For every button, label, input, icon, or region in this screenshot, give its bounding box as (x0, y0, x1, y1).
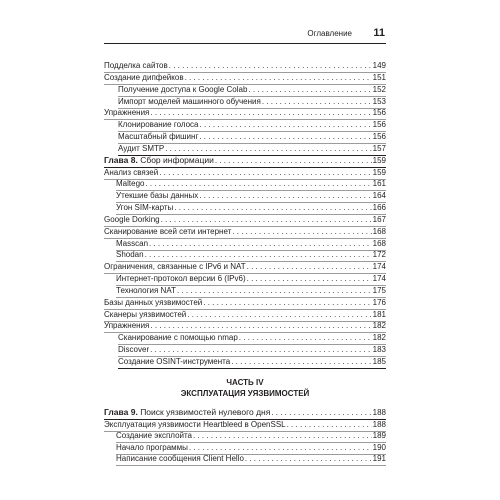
entry-title: Получение доступа к Google Colab (118, 84, 248, 94)
entry-title: Создание эксплойта (116, 431, 193, 441)
entry-page: 159 (372, 155, 386, 165)
entry-page: 153 (372, 96, 386, 106)
entry-title: Сканирование всей сети интернет (104, 226, 232, 236)
part-title: ЭКСПЛУАТАЦИЯ УЯЗВИМОСТЕЙ (180, 389, 310, 398)
entry-page: 176 (372, 297, 386, 307)
entry-page: 149 (372, 61, 386, 70)
entry-title: Угон SIM-карты (116, 203, 174, 213)
entry-title: Аудит SMTP (118, 143, 165, 153)
entry-title: Masscan (116, 238, 149, 248)
entry-page: 156 (372, 108, 386, 118)
dot-leader (231, 354, 371, 369)
entry-page: 166 (372, 203, 386, 213)
entry-title: Импорт моделей машинного обучения (118, 96, 261, 106)
entry-page: 167 (372, 214, 386, 224)
entry-title: Создание дипфейков (104, 72, 184, 82)
chapter-number: Глава 9. (104, 407, 138, 417)
entry-title: Ограничения, связанные с IPv6 и NAT (104, 262, 246, 272)
entry-title: Сканирование с помощью nmap (118, 333, 238, 343)
entry-page: 174 (372, 274, 386, 284)
entry-page: 159 (372, 167, 386, 177)
table-of-contents (104, 0, 386, 500)
entry-page: 157 (372, 143, 386, 153)
entry-title: Базы данных уязвимостей (104, 297, 203, 307)
running-title: Оглавление (307, 29, 352, 38)
entry-page: 191 (372, 454, 386, 464)
entry-title: Написание сообщения Client Hello (116, 454, 244, 464)
toc-entry[interactable] (104, 451, 386, 466)
entry-title: Технология NAT (116, 285, 176, 295)
entry-page: 182 (372, 333, 386, 343)
entry-title: Начало программы (116, 442, 188, 452)
entry-page: 183 (372, 345, 386, 355)
part-label: ЧАСТЬ IV (226, 378, 264, 387)
entry-title: Масштабный фишинг (118, 132, 199, 142)
entry-page: 188 (372, 419, 386, 429)
entry-page: 189 (372, 431, 386, 441)
entry-page: 174 (372, 262, 386, 272)
entry-page: 172 (372, 250, 386, 260)
entry-title: Сбор информации (137, 154, 214, 165)
entry-title: Эксплуатация уязвимости Heartbleed в OpenSSL (104, 419, 286, 429)
chapter-number: Глава 8. (104, 154, 138, 165)
entry-page: 188 (372, 408, 386, 417)
entry-page: 185 (372, 357, 386, 366)
entry-page: 168 (372, 226, 386, 236)
entry-page: 182 (372, 321, 386, 331)
toc-entry[interactable] (104, 354, 386, 369)
page-number: 11 (373, 27, 385, 39)
entry-title: Подделка сайтов (104, 61, 168, 70)
entry-title: Упражнения (104, 108, 150, 118)
dot-leader (245, 451, 372, 466)
entry-page: 175 (372, 285, 386, 295)
entry-page: 151 (372, 72, 386, 82)
entry-title: Maltego (116, 179, 145, 189)
entry-title: Интернет-протокол версии 6 (IPv6) (116, 274, 246, 284)
entry-page: 156 (372, 120, 386, 130)
entry-title: Упражнения (104, 321, 150, 331)
entry-title: Shodan (116, 250, 144, 260)
entry-title: Создание OSINT-инструмента (118, 357, 231, 366)
entry-page: 152 (372, 84, 386, 94)
entry-title: Поиск уязвимостей нулевого дня (137, 407, 271, 417)
entry-title: Google Dorking (104, 214, 160, 224)
entry-page: 161 (372, 179, 386, 189)
entry-title: Утекшие базы данных (116, 191, 199, 201)
entry-title: Discover (118, 345, 150, 355)
entry-page: 156 (372, 132, 386, 142)
entry-page: 181 (372, 309, 386, 319)
entry-page: 190 (372, 442, 386, 452)
entry-title: Сканеры уязвимостей (104, 309, 187, 319)
entry-title: Анализ связей (104, 167, 159, 177)
entry-page: 164 (372, 191, 386, 201)
entry-page: 168 (372, 238, 386, 248)
entry-title: Клонирование голоса (118, 120, 199, 130)
